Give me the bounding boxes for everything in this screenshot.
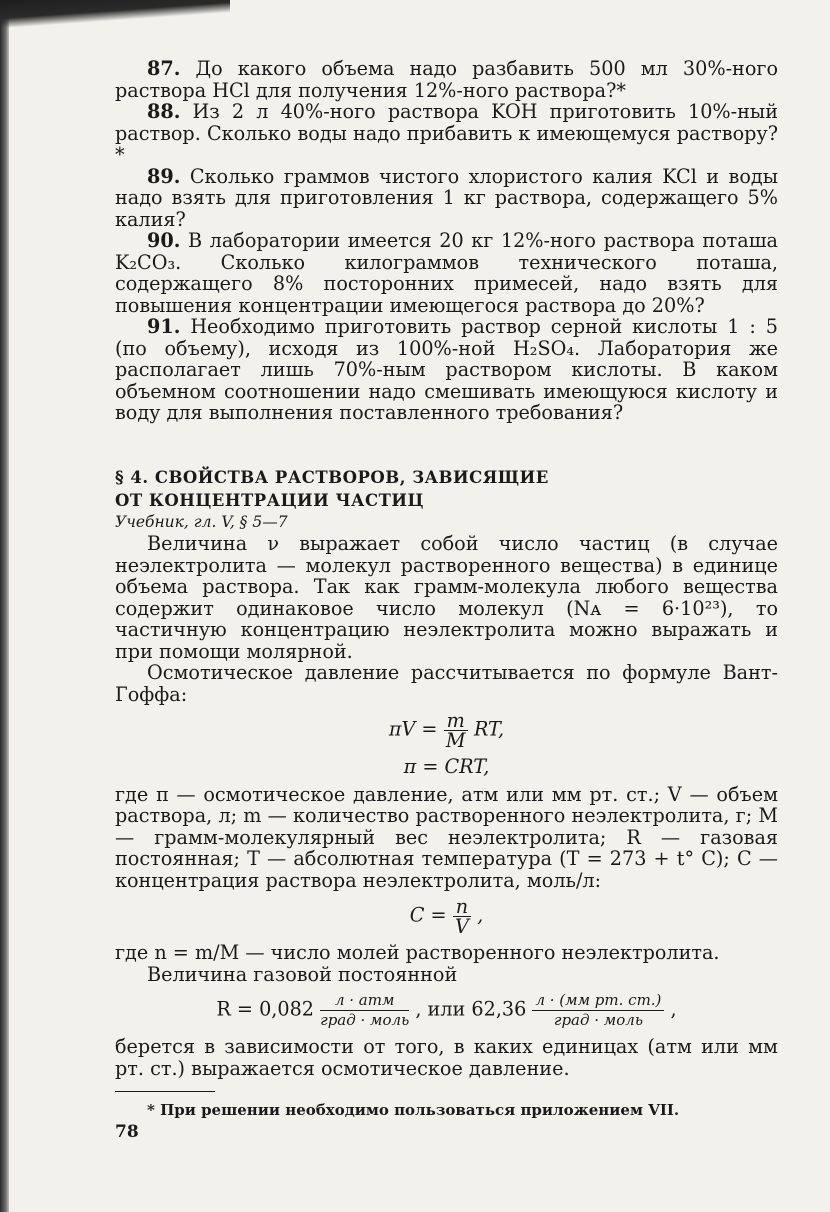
- formula-lhs: πV =: [388, 717, 438, 741]
- problem-88: [115, 101, 778, 166]
- paragraph-osmotic-intro: Осмотическое давление рассчитывается по формуле Вант-Гоффа:: [115, 661, 778, 706]
- numerator: n: [453, 897, 471, 917]
- problem-number: 91.: [147, 315, 181, 338]
- problem-number: 88.: [147, 100, 181, 123]
- problem-number: 90.: [147, 229, 181, 252]
- footnote-divider: [115, 1091, 215, 1092]
- footnote: * При решении необходимо пользоваться приложением VII.: [147, 1101, 680, 1119]
- formula-middle: , или 62,36: [415, 997, 527, 1021]
- problem-90: [115, 230, 778, 316]
- scan-edge: [0, 0, 9, 1212]
- numerator: л · атм: [320, 991, 409, 1011]
- paragraph-moles: где n = m/M — число молей растворенного неэлектролита.: [115, 941, 720, 964]
- paragraph-particles: Величина ν выражает собой число частиц (в случае неэлектролита — молекул растворенного вещества) в единице объема раствора. Так как грамм-молекула любого вещества содержит одинаковое число молекул (Nᴀ = 6·10²³), то частичную концентрацию неэлектролита можно выражать и при помощи молярной.: [115, 532, 778, 663]
- section-title-line2: ОТ КОНЦЕНТРАЦИИ ЧАСТИЦ: [115, 490, 424, 510]
- paragraph-definitions: где π — осмотическое давление, атм или мм рт. ст.; V — объем раствора, л; m — количество растворенного неэлектролита, г; M — грамм-молекулярный вес неэлектролита; R — газовая постоянная; T — абсолютная температура (T = 273 + t° C); C — концентрация раствора неэлектролита, моль/л:: [115, 782, 778, 892]
- formula-pi-crt: π = CRT,: [403, 755, 490, 778]
- scan-corner-shadow: [0, 0, 230, 30]
- problem-text: Необходимо приготовить раствор серной кислоты 1 : 5 (по объему), исходя из 100%-ной H₂SO₄. Лаборатория же располагает лишь 70%-ным раствором кислоты. В каком объемном соотношении надо смешивать имеющуюся кислоту и воду для выполнения поставленного требования?: [115, 315, 778, 424]
- formula-rhs: RT,: [473, 717, 505, 741]
- denominator: град · моль: [553, 1011, 643, 1029]
- problem-number: 87.: [147, 57, 181, 80]
- fraction: [532, 991, 664, 1030]
- numerator: л · (мм рт. ст.): [532, 991, 664, 1011]
- formula-concentration: [115, 897, 778, 936]
- formula-rhs: ,: [670, 997, 677, 1021]
- problem-text: В лаборатории имеется 20 кг 12%-ного раствора поташа K₂CO₃. Сколько килограммов технического поташа, содержащего 8% посторонних примесей, надо взять для повышения концентрации имеющегося раствора до 20%?: [115, 229, 778, 317]
- numerator: m: [444, 711, 468, 731]
- denominator: град · моль: [320, 1011, 410, 1029]
- problem-number: 89.: [147, 164, 181, 188]
- section-title-line1: § 4. СВОЙСТВА РАСТВОРОВ, ЗАВИСЯЩИЕ: [115, 467, 549, 487]
- fraction: [320, 991, 409, 1030]
- denominator: V: [454, 915, 469, 938]
- problem-91: [115, 316, 778, 424]
- problem-87: [115, 58, 778, 101]
- formula-gas-constant: [115, 991, 778, 1030]
- book-page: [115, 58, 778, 1143]
- textbook-reference: Учебник, гл. V, § 5—7: [115, 512, 288, 531]
- formula-lhs: R = 0,082: [216, 997, 314, 1021]
- page-number: 78: [115, 1121, 139, 1142]
- formula-lhs: C =: [409, 903, 447, 927]
- problem-text: До какого объема надо разбавить 500 мл 30%-ного раствора HCl для получения 12%-ного раствора?*: [115, 57, 778, 102]
- formula-rhs: ,: [477, 903, 484, 927]
- formula-vant-hoff: [115, 711, 778, 750]
- denominator: M: [445, 729, 466, 752]
- paragraph-gas-constant: Величина газовой постоянной: [147, 962, 458, 986]
- problem-text: Сколько граммов чистого хлористого калия KCl и воды надо взять для приготовления 1 кг раствора, содержащего 5% калия?: [115, 164, 778, 231]
- problem-text: Из 2 л 40%-ного раствора KOH приготовить 10%-ный раствор. Сколько воды надо прибавить к имеющемуся раствору?*: [115, 100, 778, 166]
- fraction: [444, 711, 468, 750]
- paragraph-units: берется в зависимости от того, в каких единицах (атм или мм рт. ст.) выражается осмотическое давление.: [115, 1035, 778, 1080]
- fraction: [453, 897, 471, 936]
- problem-89: [115, 166, 778, 231]
